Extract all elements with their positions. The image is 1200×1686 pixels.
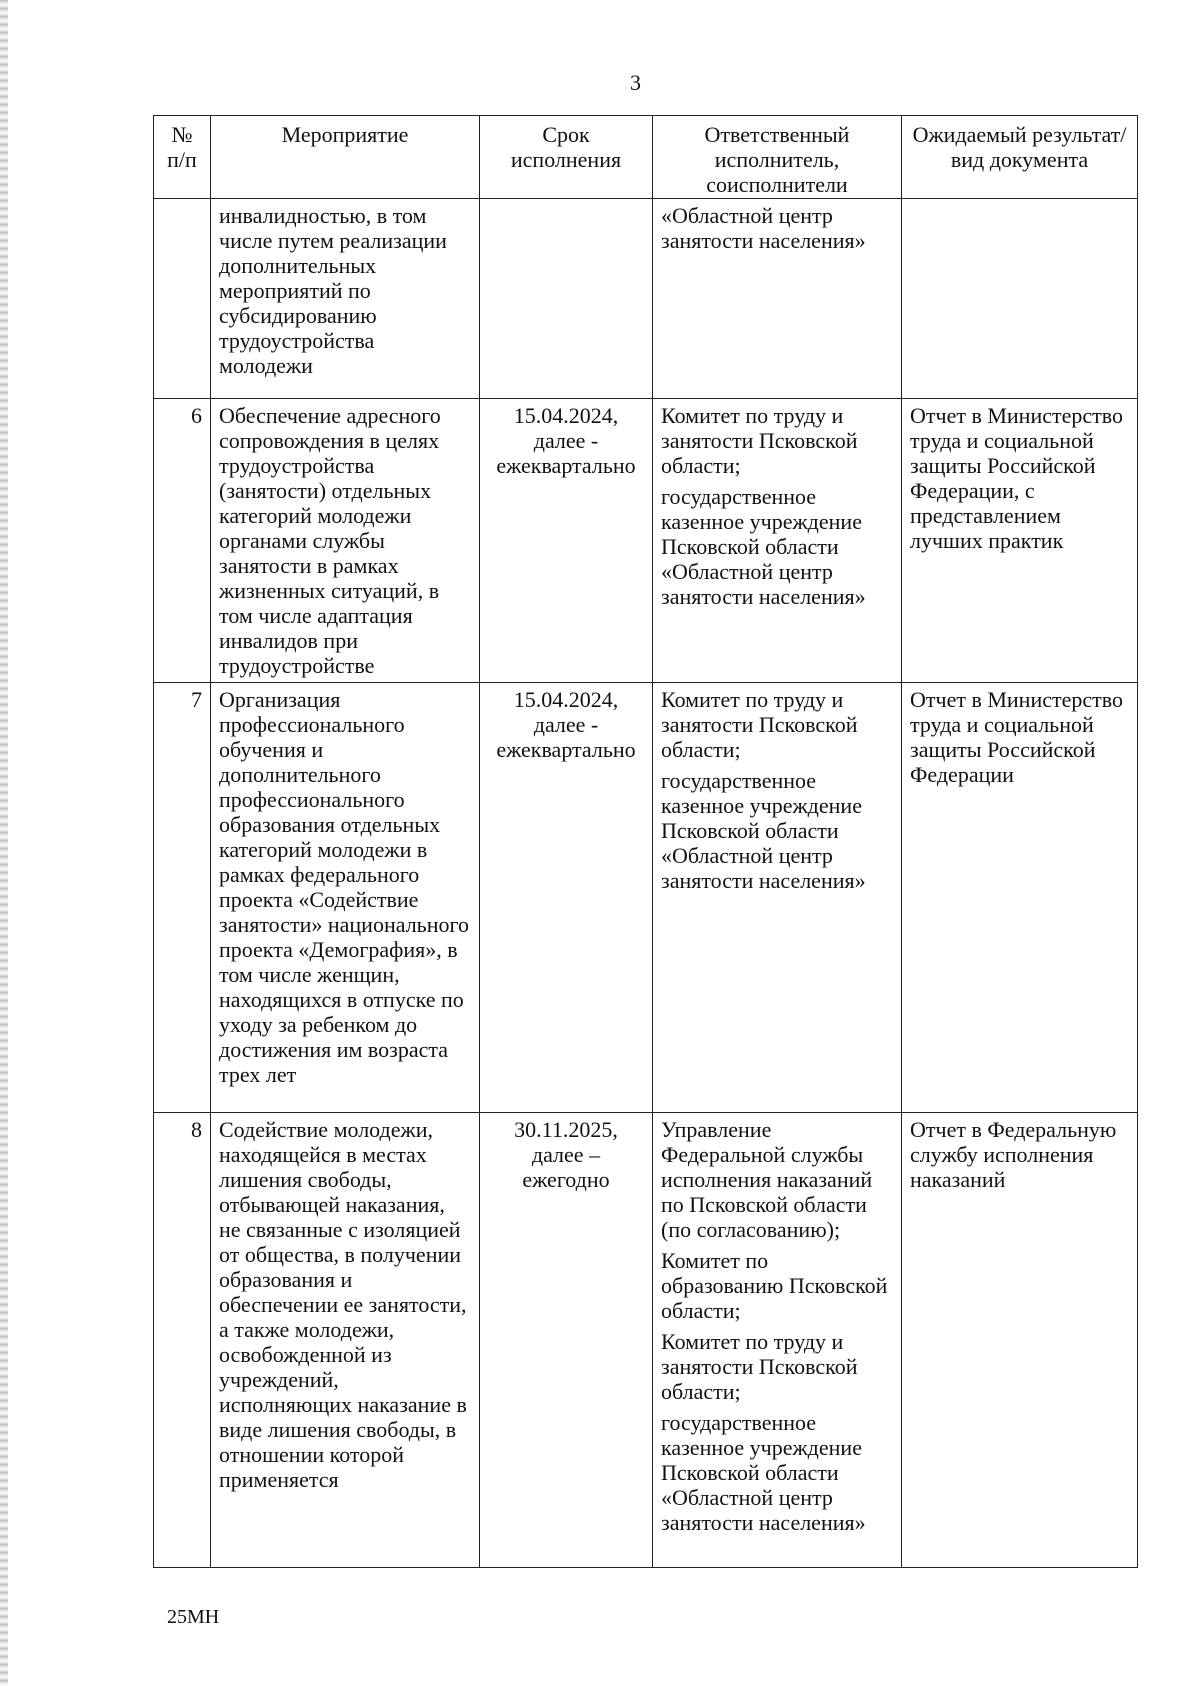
cell-result: Отчет в Министерство труда и социальной защиты Российской Федерации xyxy=(902,683,1138,1113)
deadline-period: ежеквартально xyxy=(496,453,636,478)
deadline-date: 15.04.2024, xyxy=(513,403,619,428)
responsible-entry: государственное казенное учреждение Псковской области «Областной центр занятости населения» xyxy=(661,484,866,609)
deadline-date: 30.11.2025, xyxy=(514,1117,618,1142)
cell-event: Обеспечение адресного сопровождения в целях трудоустройства (занятости) отдельных категорий молодежи органами службы занятости в рамках жизненных ситуаций, в том числе адаптация инвалидов при трудоустройстве xyxy=(211,399,480,683)
cell-num: 8 xyxy=(154,1113,211,1568)
document-code: 25МН xyxy=(167,1606,220,1628)
cell-num: 7 xyxy=(154,683,211,1113)
cell-event: инвалидностью, в том числе путем реализации дополнительных мероприятий по субсидированию трудоустройства молодежи xyxy=(211,199,480,399)
table-header-row xyxy=(154,116,1138,199)
header-responsible: Ответственный исполнитель, соисполнители xyxy=(653,116,902,199)
cell-deadline xyxy=(480,199,653,399)
table-row xyxy=(154,683,1138,1113)
cell-event: Организация профессионального обучения и дополнительного профессионального образования отдельных категорий молодежи в рамках федерального проекта «Содействие занятости» национального проекта «Демография», в том числе женщин, находящихся в отпуске по уходу за ребенком до достижения им возраста трех лет xyxy=(211,683,480,1113)
deadline-then: далее - xyxy=(533,712,599,737)
responsible-entry: Комитет по образованию Псковской области; xyxy=(661,1248,888,1323)
page-number: 3 xyxy=(630,70,641,95)
table-row xyxy=(154,1113,1138,1568)
deadline-period: ежеквартально xyxy=(496,737,636,762)
header-num: № п/п xyxy=(154,116,211,199)
header-result: Ожидаемый результат/вид документа xyxy=(902,116,1138,199)
table-row-continuation xyxy=(154,199,1138,399)
deadline-then: далее – xyxy=(531,1142,601,1167)
cell-responsible xyxy=(653,399,902,683)
cell-responsible: «Областной центр занятости населения» xyxy=(653,199,902,399)
cell-event: Содействие молодежи, находящейся в местах лишения свободы, отбывающей наказания, не связанные с изоляцией от общества, в получении образования и обеспечении ее занятости, а также молодежи, освобожденной из учреждений, исполняющих наказание в виде лишения свободы, в отношении которой применяется xyxy=(211,1113,480,1568)
cell-result xyxy=(902,199,1138,399)
table-row xyxy=(154,399,1138,683)
responsible-entry: Управление Федеральной службы исполнения наказаний по Псковской области (по согласованию); xyxy=(661,1117,873,1242)
header-deadline: Срок исполнения xyxy=(480,116,653,199)
deadline-date: 15.04.2024, xyxy=(513,687,619,712)
responsible-entry: государственное казенное учреждение Псковской области «Областной центр занятости населения» xyxy=(661,768,866,893)
responsible-entry: Комитет по труду и занятости Псковской области; xyxy=(661,1329,858,1404)
responsible-entry: Комитет по труду и занятости Псковской области; xyxy=(661,687,858,762)
cell-result: Отчет в Министерство труда и социальной защиты Российской Федерации, с представлением лучших практик xyxy=(902,399,1138,683)
plan-table xyxy=(153,115,1138,1568)
responsible-entry: государственное казенное учреждение Псковской области «Областной центр занятости населения» xyxy=(661,1410,866,1535)
cell-deadline xyxy=(480,1113,653,1568)
cell-result: Отчет в Федеральную службу исполнения наказаний xyxy=(902,1113,1138,1568)
deadline-then: далее - xyxy=(533,428,599,453)
cell-responsible xyxy=(653,683,902,1113)
cell-deadline xyxy=(480,683,653,1113)
scanned-page-edge xyxy=(0,0,8,1686)
header-event: Мероприятие xyxy=(211,116,480,199)
cell-num: 6 xyxy=(154,399,211,683)
responsible-entry: Комитет по труду и занятости Псковской области; xyxy=(661,403,858,478)
cell-num xyxy=(154,199,211,399)
cell-responsible xyxy=(653,1113,902,1568)
cell-deadline xyxy=(480,399,653,683)
deadline-period: ежегодно xyxy=(522,1167,610,1192)
